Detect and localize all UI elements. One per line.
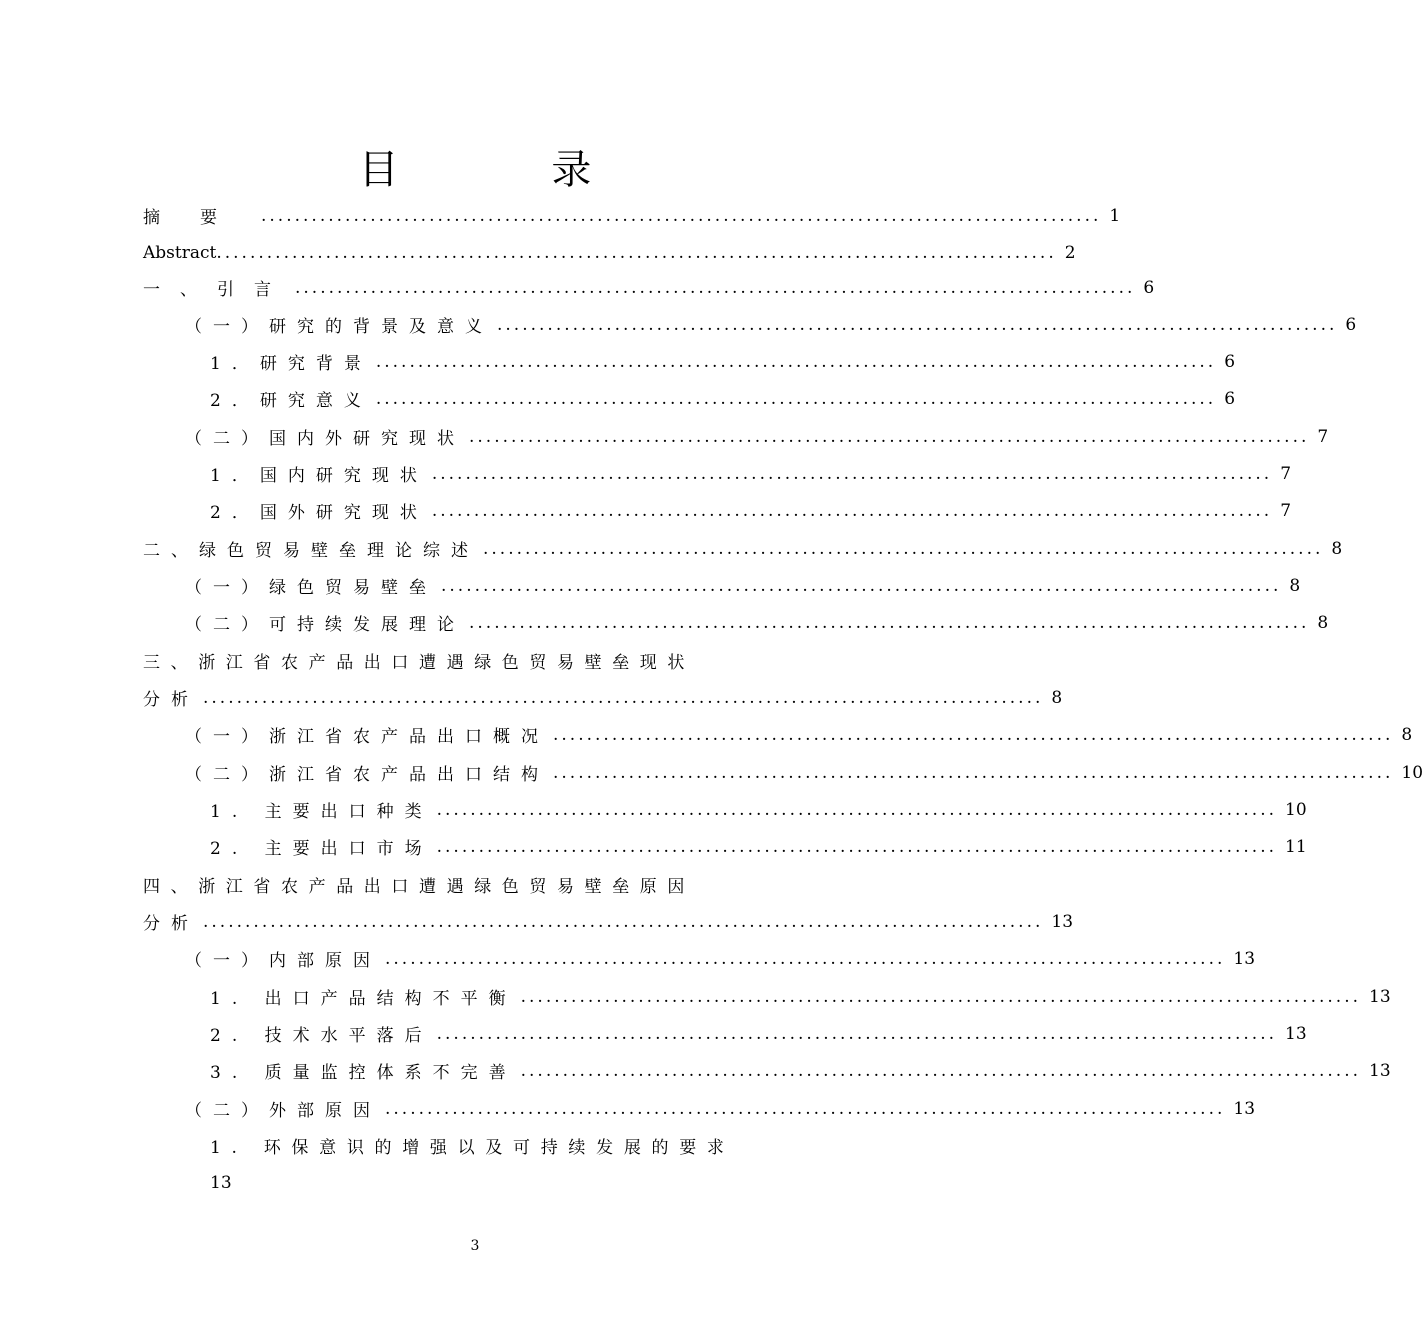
page-number: 3 xyxy=(470,1238,480,1254)
toc-entry-label: （二）外部原因 xyxy=(185,1101,381,1121)
toc-entry-heading-wrap[interactable] xyxy=(143,642,823,679)
toc-entry-page: 8 xyxy=(1401,724,1413,745)
dot-leader: .................................................................................................... xyxy=(436,836,1278,857)
toc-entry-page: 8 xyxy=(1317,612,1329,633)
dot-leader: .................................................................................................... xyxy=(431,500,1273,521)
toc-entry-label: 二、绿色贸易壁垒理论综述 xyxy=(143,541,479,561)
toc-entry-page: 8 xyxy=(1051,687,1063,708)
dot-leader: .................................................................................................... xyxy=(469,612,1310,633)
dot-leader: .................................................................................................... xyxy=(203,687,1044,708)
dot-leader: .................................................................................................... xyxy=(497,314,1338,335)
dot-leader: .................................................................................................... xyxy=(385,1098,1226,1119)
toc-entry[interactable] xyxy=(143,197,1121,234)
toc-entry-label: （二）国内外研究现状 xyxy=(185,429,465,449)
dot-leader: .................................................................................................... xyxy=(385,948,1226,969)
dot-leader: .................................................................................................... xyxy=(261,205,1102,226)
toc-entry-page: 13 xyxy=(1233,948,1256,969)
toc-entry[interactable] xyxy=(185,1090,1256,1127)
dot-leader: .................................................................................................... xyxy=(553,724,1394,745)
toc-entry-label: 1. 环保意识的增强以及可持续发展的要求 xyxy=(210,1138,735,1158)
dot-leader: .................................................................................................... xyxy=(203,911,1044,932)
toc-entry-page: 13 xyxy=(210,1172,232,1193)
toc-entry[interactable] xyxy=(143,679,1063,716)
toc-entry[interactable] xyxy=(185,716,1413,753)
toc-entry-heading-wrap[interactable] xyxy=(143,866,823,903)
toc-entry[interactable] xyxy=(185,567,1301,604)
toc-entry-page: 7 xyxy=(1280,463,1292,484)
toc-entry-page: 7 xyxy=(1280,500,1292,521)
toc-entry-label: 3. 质量监控体系不完善 xyxy=(210,1063,517,1083)
dot-leader: .................................................................................................... xyxy=(520,1060,1362,1081)
toc-entry-page: 13 xyxy=(1285,1023,1307,1044)
toc-entry[interactable] xyxy=(210,1015,1307,1052)
toc-entry-label: Abstract xyxy=(143,242,217,263)
toc-entry-page: 10 xyxy=(1285,799,1307,820)
toc-entry-page: 11 xyxy=(1285,836,1307,857)
toc-entry-label: 摘要 xyxy=(143,208,257,228)
toc-entry-label: （一）研究的背景及意义 xyxy=(185,317,493,337)
dot-leader: .................................................................................................... xyxy=(431,463,1273,484)
toc-entry-label: 四、浙江省农产品出口遭遇绿色贸易壁垒原因 xyxy=(143,877,695,897)
toc-entry-label: （一）浙江省农产品出口概况 xyxy=(185,727,549,747)
toc-entry-label: 1. 出口产品结构不平衡 xyxy=(210,989,517,1009)
dot-leader: .................................................................................................... xyxy=(295,277,1136,298)
toc-entry[interactable] xyxy=(143,269,1155,306)
toc-entry-label: 1．研究背景 xyxy=(210,354,372,374)
toc-entry[interactable] xyxy=(185,940,1256,977)
toc-entry[interactable] xyxy=(210,1052,1391,1089)
toc-entry-page: 6 xyxy=(1345,314,1357,335)
toc-entry-page: 7 xyxy=(1317,426,1329,447)
toc-entry-page: 10 xyxy=(1401,762,1423,783)
dot-leader: .................................................................................................... xyxy=(483,538,1324,559)
toc-entry-page: 6 xyxy=(1143,277,1155,298)
toc-entry[interactable] xyxy=(210,492,1292,529)
toc-entry[interactable] xyxy=(185,604,1329,641)
dot-leader: .................................................................................................... xyxy=(375,351,1217,372)
toc-entry-page-wrap[interactable] xyxy=(210,1164,310,1201)
toc-entry[interactable] xyxy=(210,828,1307,865)
dot-leader: .................................................................................................... xyxy=(436,1023,1278,1044)
toc-entry-page: 13 xyxy=(1369,1060,1391,1081)
toc-entry-label: 2．国外研究现状 xyxy=(210,503,428,523)
toc-entry[interactable] xyxy=(210,791,1307,828)
toc-entry-heading-wrap[interactable] xyxy=(210,1127,820,1164)
toc-entry-label: 2. 技术水平落后 xyxy=(210,1026,433,1046)
page-title: 目 录 xyxy=(358,147,662,193)
toc-entry-label: 一、引言 xyxy=(143,280,291,300)
toc-entry[interactable] xyxy=(210,343,1236,380)
toc-entry-label: 1．国内研究现状 xyxy=(210,466,428,486)
toc-entry-label: 2. 主要出口市场 xyxy=(210,839,433,859)
dot-leader: .................................................................................................... xyxy=(469,426,1310,447)
toc-entry[interactable] xyxy=(210,380,1236,417)
toc-entry-page: 13 xyxy=(1051,911,1074,932)
toc-entry-label: 分析 xyxy=(143,690,199,710)
toc-entry-page: 2 xyxy=(1064,242,1076,263)
dot-leader: .................................................................................................... xyxy=(436,799,1278,820)
toc-entry[interactable] xyxy=(143,530,1343,567)
dot-leader: .................................................................................................... xyxy=(553,762,1394,783)
toc-entry-page: 13 xyxy=(1233,1098,1256,1119)
toc-entry-label: （一）绿色贸易壁垒 xyxy=(185,578,437,598)
toc-entry-label: （二）浙江省农产品出口结构 xyxy=(185,765,549,785)
toc-entry[interactable] xyxy=(143,903,1074,940)
toc-entry-page: 6 xyxy=(1224,351,1236,372)
toc-entry-page: 6 xyxy=(1224,388,1236,409)
toc-entry-label: （二）可持续发展理论 xyxy=(185,615,465,635)
toc-entry-page: 8 xyxy=(1289,575,1301,596)
toc-entry[interactable] xyxy=(185,754,1423,791)
dot-leader: .................................................................................................... xyxy=(441,575,1282,596)
toc-entry-label: 三、浙江省农产品出口遭遇绿色贸易壁垒现状 xyxy=(143,653,695,673)
toc-entry-label: 2．研究意义 xyxy=(210,391,372,411)
toc-entry-page: 1 xyxy=(1109,205,1121,226)
toc-entry[interactable] xyxy=(185,306,1357,343)
dot-leader: .................................................................................................... xyxy=(216,242,1057,263)
toc-entry[interactable] xyxy=(185,418,1329,455)
toc-entry[interactable] xyxy=(210,978,1391,1015)
toc-entry-page: 13 xyxy=(1369,986,1391,1007)
toc-entry-label: 1. 主要出口种类 xyxy=(210,802,433,822)
dot-leader: .................................................................................................... xyxy=(520,986,1362,1007)
toc-entry-page: 8 xyxy=(1331,538,1343,559)
toc-entry-label: 分析 xyxy=(143,914,199,934)
dot-leader: .................................................................................................... xyxy=(375,388,1217,409)
toc-entry[interactable] xyxy=(143,234,1076,271)
toc-entry[interactable] xyxy=(210,455,1292,492)
toc-entry-label: （一）内部原因 xyxy=(185,951,381,971)
